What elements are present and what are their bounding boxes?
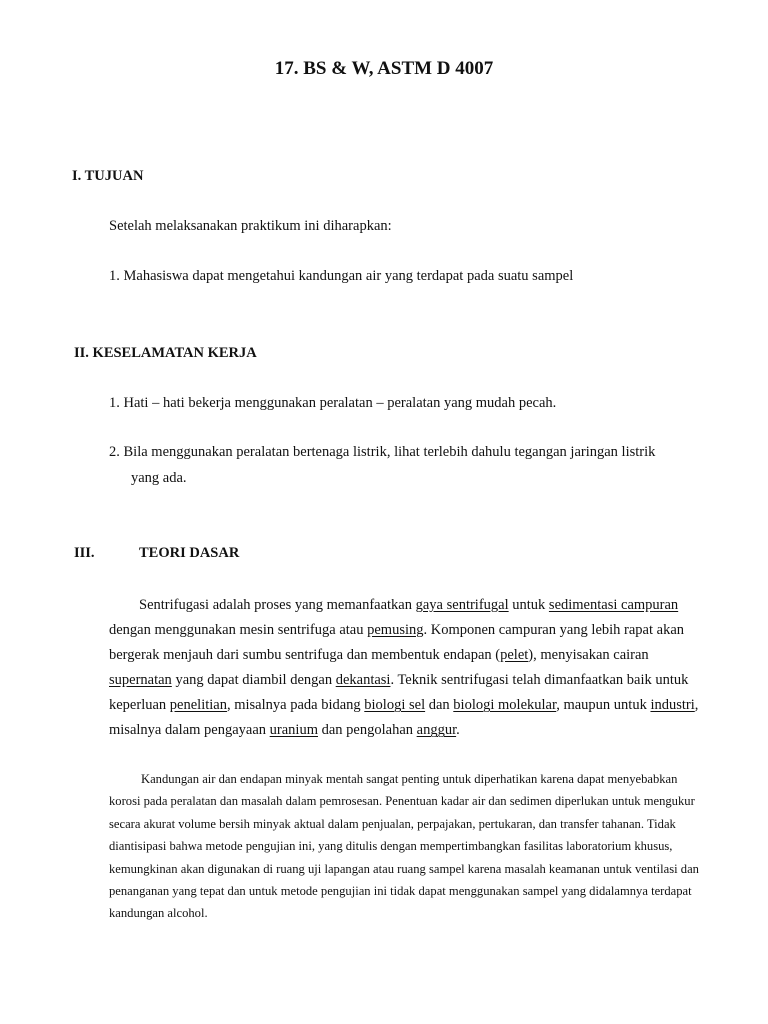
text-run: yang dapat diambil dengan — [171, 672, 336, 689]
section-heading-teori: TEORI DASAR — [139, 545, 240, 561]
link-uranium[interactable]: uranium — [269, 722, 318, 739]
section-heading-tujuan: I. TUJUAN — [72, 168, 144, 184]
text-run: Sentrifugasi adalah proses yang memanfaatkan — [139, 597, 416, 613]
text-run: , maupun untuk — [556, 697, 651, 714]
text-run: . — [456, 722, 460, 739]
keselamatan-item-2-continued: yang ada. — [131, 470, 187, 486]
section-heading-keselamatan: II. KESELAMATAN KERJA — [74, 345, 257, 361]
teori-paragraph-2 — [109, 768, 707, 925]
keselamatan-item-2: 2. Bila menggunakan peralatan bertenaga listrik, lihat terlebih dahulu tegangan jaringan listrik — [109, 444, 656, 460]
tujuan-intro: Setelah melaksanakan praktikum ini diharapkan: — [109, 218, 392, 234]
text-run: dan pengolahan — [317, 722, 417, 739]
text-run: , misalnya pada bidang — [226, 697, 365, 714]
text-run: untuk — [508, 597, 549, 613]
link-pemusing[interactable]: pemusing — [367, 622, 424, 639]
link-sedimentasi-campuran[interactable]: sedimentasi campuran — [548, 597, 679, 613]
link-gaya-sentrifugal[interactable]: gaya sentrifugal — [415, 597, 509, 613]
paragraph-text: Kandungan air dan endapan minyak mentah sangat penting untuk diperhatikan karena dapat menyebabkan korosi pada peralatan dan masalah dalam pemrosesan. Penentuan kadar air dan sedimen diperlukan untuk mengukur secara akurat volume bersih minyak aktual dalam penjualan, perpajakan, pertukaran, dan transfer tahanan. Tidak diantisipasi bahwa metode pengujian ini, yang ditulis dengan mempertimbangkan fasilitas laboratorium khusus, kemungkinan akan digunakan di ruang uji lapangan atau ruang sampel karena masalah keamanan untuk ventilasi dan penanganan yang tepat dan untuk metode pengujian ini tidak dapat menggunakan sampel yang didalamnya terdapat kandungan alcohol. — [109, 772, 699, 921]
text-run: . Teknik sentrifugasi telah dimanfaatkan baik untuk keperluan — [109, 672, 689, 714]
text-run: , misalnya dalam pengayaan — [109, 697, 699, 739]
document-title: 17. BS & W, ASTM D 4007 — [274, 58, 494, 79]
text-run: dengan menggunakan mesin sentrifuga atau — [109, 622, 368, 639]
text-run: dan — [425, 697, 454, 714]
text-run: . Komponen campuran yang lebih rapat akan bergerak menjauh dari sumbu sentrifuga dan membentuk endapan ( — [109, 622, 685, 664]
link-biologi-sel[interactable]: biologi sel — [364, 697, 426, 714]
link-biologi-molekular[interactable]: biologi molekular — [453, 697, 557, 714]
teori-paragraph-1 — [109, 593, 709, 744]
link-dekantasi[interactable]: dekantasi — [335, 672, 391, 689]
tujuan-item-1: 1. Mahasiswa dapat mengetahui kandungan air yang terdapat pada suatu sampel — [109, 268, 574, 284]
link-industri[interactable]: industri — [650, 697, 695, 714]
section-numeral-teori: III. — [74, 545, 95, 561]
link-supernatan[interactable]: supernatan — [109, 672, 172, 689]
link-penelitian[interactable]: penelitian — [169, 697, 227, 714]
text-run: ), menyisakan cairan — [528, 647, 649, 664]
keselamatan-item-1: 1. Hati – hati bekerja menggunakan peralatan – peralatan yang mudah pecah. — [109, 395, 557, 411]
link-pelet[interactable]: pelet — [500, 647, 529, 664]
link-anggur[interactable]: anggur — [416, 722, 457, 739]
